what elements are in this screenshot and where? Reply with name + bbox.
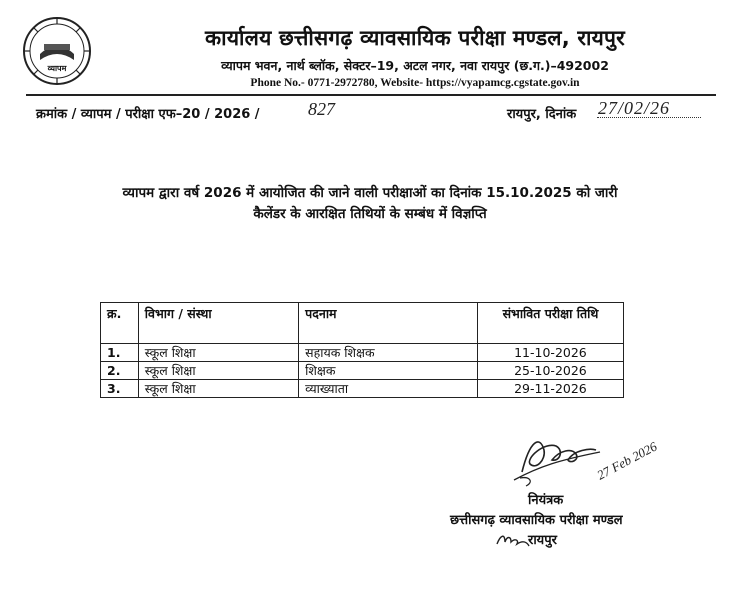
- reference-number-handwritten: 827: [308, 99, 335, 119]
- date-handwritten: 27/02/26: [598, 98, 671, 118]
- signatory-city: रायपुर: [528, 533, 557, 548]
- cell-department: स्कूल शिक्षा: [138, 362, 298, 380]
- header-exam-date: संभावित परीक्षा तिथि: [477, 303, 623, 344]
- cell-serial: 2.: [101, 362, 139, 380]
- table-row: [101, 344, 624, 362]
- cell-exam-date: 25-10-2026: [477, 362, 623, 380]
- office-contact: Phone No.- 0771-2972780, Website- https://vyapamcg.cgstate.gov.in: [250, 77, 580, 89]
- header-department: विभाग / संस्था: [138, 303, 298, 344]
- subject-line-2: कैलेंडर के आरक्षित तिथियों के सम्बंध में विज्ञप्ति: [253, 206, 487, 222]
- table-header-row: [101, 303, 624, 344]
- cell-post: शिक्षक: [299, 362, 478, 380]
- notice-subject: [40, 183, 700, 225]
- cell-department: स्कूल शिक्षा: [138, 344, 298, 362]
- signatory-designation: नियंत्रक: [528, 493, 564, 508]
- table-row: [101, 380, 624, 398]
- cell-serial: 3.: [101, 380, 139, 398]
- reference-prefix: क्रमांक / व्यापम / परीक्षा एफ–20 / 2026 /: [36, 107, 260, 122]
- vyapam-logo-icon: [22, 16, 92, 86]
- controller-signature: [500, 420, 660, 500]
- header-post: पदनाम: [299, 303, 478, 344]
- cell-exam-date: 11-10-2026: [477, 344, 623, 362]
- date-label: रायपुर, दिनांक: [507, 107, 577, 122]
- office-address: व्यापम भवन, नार्थ ब्लॉक, सेक्टर–19, अटल नगर, नवा रायपुर (छ.ग.)–492002: [221, 58, 609, 73]
- signature-date-handwritten: 27 Feb 2026: [594, 438, 660, 483]
- initials-scribble: [495, 528, 531, 550]
- header-divider: [26, 94, 716, 96]
- office-title: कार्यालय छत्तीसगढ़ व्यावसायिक परीक्षा मण्डल, रायपुर: [205, 26, 625, 50]
- signatory-organization: छत्तीसगढ़ व्यावसायिक परीक्षा मण्डल: [450, 513, 623, 528]
- header-serial: क्र.: [101, 303, 139, 344]
- cell-exam-date: 29-11-2026: [477, 380, 623, 398]
- cell-post: सहायक शिक्षक: [299, 344, 478, 362]
- subject-line-1: व्यापम द्वारा वर्ष 2026 में आयोजित की जाने वाली परीक्षाओं का दिनांक 15.10.2025 को जारी: [122, 185, 618, 201]
- exam-schedule-table: [100, 302, 624, 398]
- cell-department: स्कूल शिक्षा: [138, 380, 298, 398]
- svg-text:व्यापम: व्यापम: [47, 64, 67, 73]
- cell-post: व्याख्याता: [299, 380, 478, 398]
- cell-serial: 1.: [101, 344, 139, 362]
- table-row: [101, 362, 624, 380]
